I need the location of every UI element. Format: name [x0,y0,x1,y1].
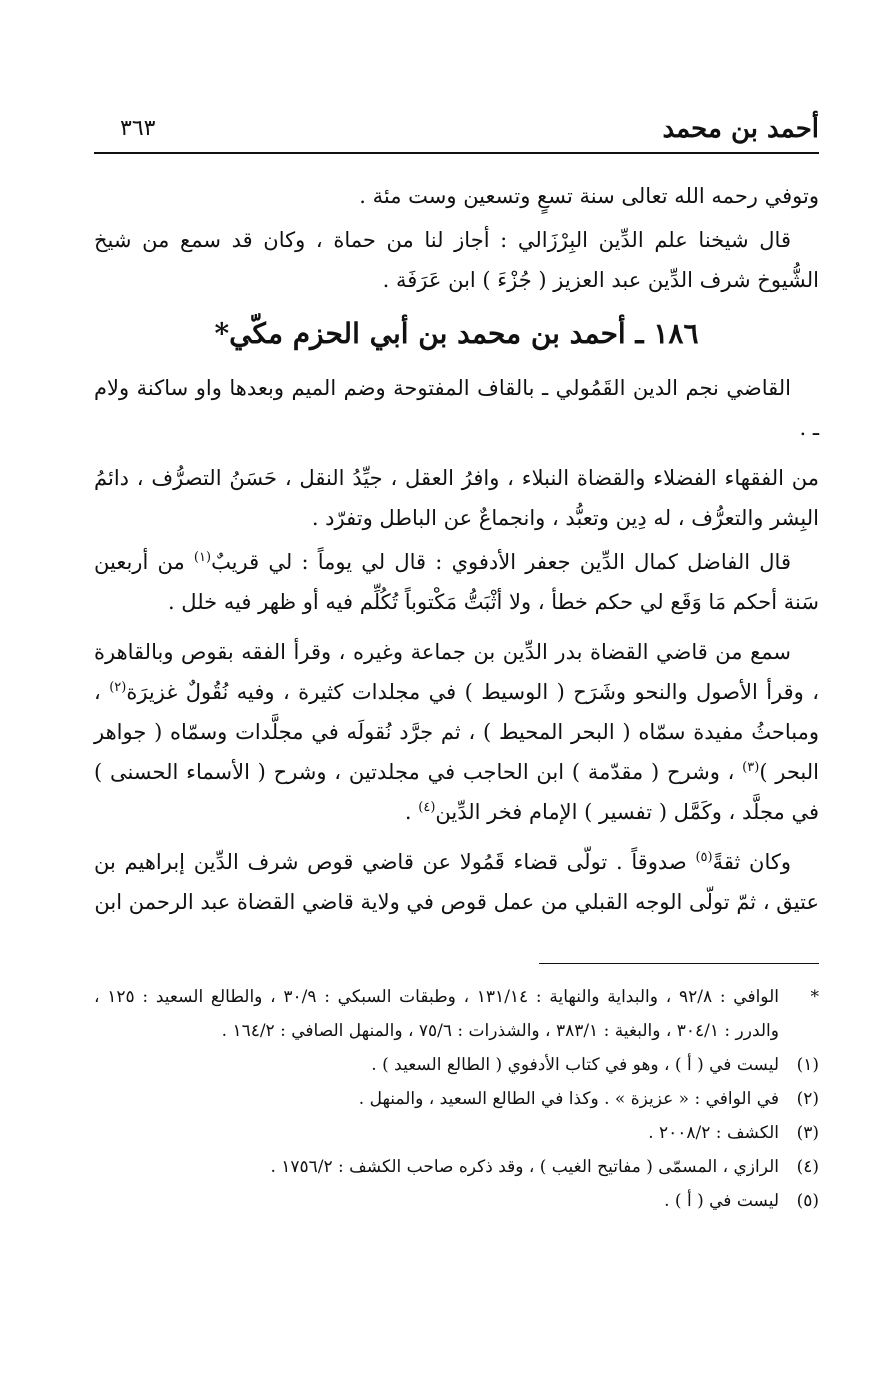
footnote-ref: (٣) [742,760,760,775]
page-header [94,112,819,154]
text-run: قال الفاضل كمال الدِّين جعفر الأدفوي : قال لي يوماً : لي قريبٌ [211,550,791,574]
footnote-mark: * [810,987,819,1007]
text-run: سمع من قاضي القضاة بدر الدِّين بن جماعة وغيره ، وقرأ الفقه بقوص وبالقاهرة ، وقرأ الأصول والنحو وشَرَح ( الوسيط ) في مجلدات كثيرة ، وفيه نُقُولٌ غزيرَة [94,640,819,704]
footnote [94,1082,819,1116]
main-text [94,176,819,932]
text-run: . [404,800,419,824]
footnotes [94,980,819,1218]
paragraph-barzali: قال شيخنا علم الدِّين البِرْزَالي : أجاز لنا من حماة ، وكان قد سمع من شيخ الشُّيوخ شرف الدِّين عبد العزيز ( جُزْءَ ) ابن عَرَفَة . [94,228,819,292]
text-run: من أربعين سَنة أحكم مَا وَقَع لي حكم خطأ ، ولا أثْبَتُّ مَكْتوباً تُكُلِّم فيه أو ظهر فيه خلل . [94,550,819,614]
footnote-text: الرازي ، المسمّى ( مفاتيح الغيب ) ، وقد ذكره صاحب الكشف : ١٧٥٦/٢ . [270,1157,779,1177]
footnote-text: ليست في ( أ ) . [664,1191,779,1211]
footnote-text: الوافي : ٩٢/٨ ، والبداية والنهاية : ١٣١/١٤ ، وطبقات السبكي : ٣٠/٩ ، والطالع السعيد : ١٢٥ ، والدرر : ٣٠٤/١ ، والبغية : ٣٨٣/١ ، والشذرات : ٧٥/٦ ، والمنهل الصافي : ١٦٤/٢ . [94,987,779,1041]
paragraph-adfuwi [94,542,819,622]
footnote [94,1116,819,1150]
footnote-mark: (٥) [796,1191,819,1211]
footnote-text: الكشف : ٢٠٠٨/٢ . [648,1123,779,1143]
paragraph-death-note: وتوفي رحمه الله تعالى سنة تسعٍ وتسعين وست مئة . [359,184,819,208]
footnote-ref: (١) [193,550,212,565]
footnote [94,1048,819,1082]
text-run: ، وشرح ( مقدّمة ) ابن الحاجب في مجلدتين ، وشرح ( الأسماء الحسنى ) في مجلَّد ، وكَمَّل ( تفسير ) الإمام فخر الدِّين [94,760,819,824]
footnote-mark: (١) [796,1055,819,1075]
footnote-mark: (٤) [796,1157,819,1177]
footnote-separator [539,963,819,964]
text-run: صدوقاً . تولّى قضاء قَمُولا عن قاضي قوص شرف الدِّين إبراهيم بن عتيق ، ثمّ تولّى الوجه القبلي من عمل قوص في ولاية قاضي القضاة عبد الرحمن ابن [94,850,819,914]
footnote [94,980,819,1048]
footnote-ref: (٥) [695,850,713,865]
text-run: ، ومباحثُ مفيدة سمّاه ( البحر المحيط ) ، ثم جرَّد نُقولَه في مجلَّدات وسمّاه ( جواهر البحر ) [94,680,819,784]
footnote-mark: (٣) [796,1123,819,1143]
footnote-ref: (٤) [418,800,436,815]
footnote-mark: (٢) [796,1089,819,1109]
footnote-text: في الوافي : « عزيزة » . وكذا في الطالع السعيد ، والمنهل . [358,1089,779,1109]
footnote [94,1184,819,1218]
footnote-text: ليست في ( أ ) ، وهو في كتاب الأدفوي ( الطالع السعيد ) . [371,1055,779,1075]
paragraph-studies [94,632,819,832]
footnote [94,1150,819,1184]
text-run: وكان ثقةً [712,850,791,874]
paragraph-nisba: القاضي نجم الدين القَمُولي ـ بالقاف المفتوحة وضم الميم وبعدها واو ساكنة ولام ـ . [94,376,819,440]
footnote-ref: (٢) [109,680,127,695]
paragraph-career [94,842,819,922]
entry-heading: ١٨٦ ـ أحمد بن محمد بن أبي الحزم مكّي* [214,317,699,350]
page-number: ٣٦٣ [120,116,156,141]
paragraph-description: من الفقهاء الفضلاء والقضاة النبلاء ، وافرُ العقل ، جيِّدُ النقل ، حَسَنُ التصرُّف ، دائمُ البِشر والتعرُّف ، له دِين وتعبُّد ، وانجماعٌ عن الباطل وتفرّد . [94,466,819,530]
running-title: أحمد بن محمد [662,114,819,144]
